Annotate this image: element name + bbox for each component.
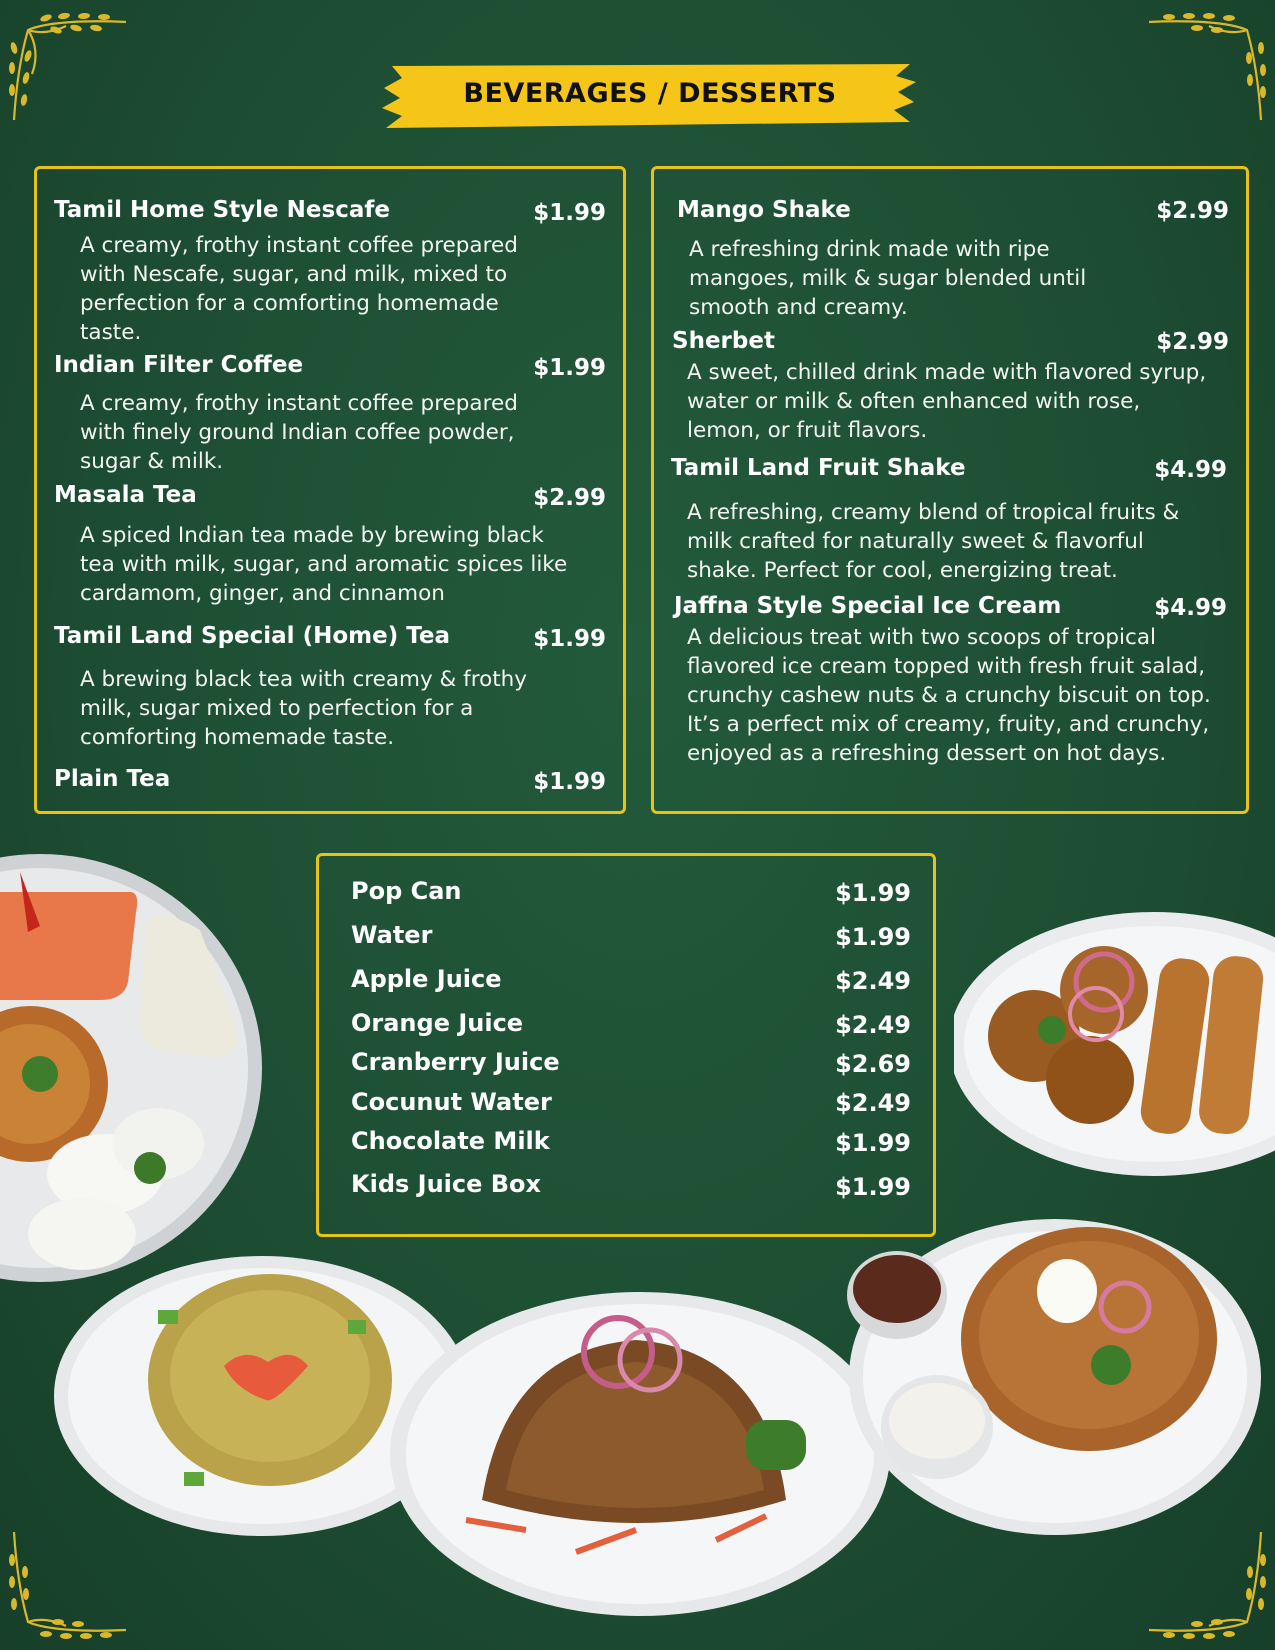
biryani-plate-image	[845, 1215, 1265, 1537]
item-price-sherbet: $2.99	[1156, 329, 1229, 355]
drink-price-kids-juice-box: $1.99	[835, 1173, 911, 1201]
drink-price-water: $1.99	[835, 923, 911, 951]
fried-snacks-plate-image	[954, 910, 1275, 1182]
drink-price-orange-juice: $2.49	[835, 1011, 911, 1039]
item-name-special-tea: Tamil Land Special (Home) Tea	[54, 623, 450, 649]
item-name-nescafe: Tamil Home Style Nescafe	[54, 197, 390, 223]
item-price-filter-coffee: $1.99	[533, 355, 606, 381]
drink-name-water: Water	[351, 921, 433, 949]
drink-price-coconut-water: $2.49	[835, 1089, 911, 1117]
corner-ornament-top-right	[1139, 8, 1269, 138]
item-desc-special-tea: A brewing black tea with creamy & frothy milk, sugar mixed to perfection for a comforting homemade taste.	[80, 667, 528, 750]
item-price-mango-shake: $2.99	[1156, 198, 1229, 224]
item-desc-fruit-shake: A refreshing, creamy blend of tropical fruits & milk crafted for naturally sweet & flavorful shake. Perfect for cool, energizing treat.	[687, 500, 1180, 583]
item-desc-masala-tea: A spiced Indian tea made by brewing black tea with milk, sugar, and aromatic spices like cardamom, ginger, and cinnamon	[80, 523, 568, 606]
drink-name-kids-juice-box: Kids Juice Box	[351, 1170, 542, 1198]
item-price-special-tea: $1.99	[533, 626, 606, 652]
vine-ornament-icon	[1139, 8, 1269, 138]
item-desc-mango-shake: A refreshing drink made with ripe mangoes, milk & sugar blended until smooth and creamy.	[689, 237, 1087, 320]
item-price-plain-tea: $1.99	[533, 769, 606, 795]
corner-ornament-top-left	[6, 8, 136, 138]
item-desc-ice-cream: A delicious treat with two scoops of tropical flavored ice cream topped with fresh fruit salad, crunchy cashew nuts & a crunchy biscuit on top. It’s a perfect mix of creamy, fruity, and crunchy, enjoyed as a refreshing dessert on hot days.	[687, 625, 1211, 766]
item-desc-nescafe: A creamy, frothy instant coffee prepared with Nescafe, sugar, and milk, mixed to perfection for a comforting homemade taste.	[80, 233, 518, 345]
thali-plate-image	[0, 852, 265, 1284]
item-price-fruit-shake: $4.99	[1154, 457, 1227, 483]
item-price-nescafe: $1.99	[533, 200, 606, 226]
drink-name-chocolate-milk: Chocolate Milk	[351, 1127, 550, 1155]
item-name-plain-tea: Plain Tea	[54, 766, 171, 792]
item-name-masala-tea: Masala Tea	[54, 482, 197, 508]
drink-price-chocolate-milk: $1.99	[835, 1129, 911, 1157]
drink-name-coconut-water: Cocunut Water	[351, 1088, 552, 1116]
shakes-desserts-box	[651, 166, 1249, 814]
item-name-sherbet: Sherbet	[672, 328, 775, 354]
drink-name-pop-can: Pop Can	[351, 877, 462, 905]
item-name-fruit-shake: Tamil Land Fruit Shake	[671, 455, 966, 481]
vine-ornament-icon	[6, 8, 136, 138]
hot-beverages-box	[34, 166, 626, 814]
kothu-plate-image	[386, 1290, 896, 1620]
cold-drinks-box	[316, 853, 936, 1237]
item-name-filter-coffee: Indian Filter Coffee	[54, 352, 304, 378]
drink-price-apple-juice: $2.49	[835, 967, 911, 995]
item-desc-sherbet: A sweet, chilled drink made with flavored syrup, water or milk & often enhanced with rose, lemon, or fruit flavors.	[687, 360, 1207, 443]
item-name-mango-shake: Mango Shake	[677, 197, 851, 223]
drink-name-cranberry-juice: Cranberry Juice	[351, 1048, 560, 1076]
item-price-masala-tea: $2.99	[533, 485, 606, 511]
item-price-ice-cream: $4.99	[1154, 595, 1227, 621]
page-title: BEVERAGES / DESSERTS	[463, 78, 837, 109]
drink-price-pop-can: $1.99	[835, 879, 911, 907]
drink-name-apple-juice: Apple Juice	[351, 965, 502, 993]
header-banner	[380, 60, 920, 132]
item-name-ice-cream: Jaffna Style Special Ice Cream	[674, 593, 1062, 619]
item-desc-filter-coffee: A creamy, frothy instant coffee prepared with finely ground Indian coffee powder, sugar & milk.	[80, 391, 518, 474]
drink-price-cranberry-juice: $2.69	[835, 1050, 911, 1078]
drink-name-orange-juice: Orange Juice	[351, 1009, 524, 1037]
